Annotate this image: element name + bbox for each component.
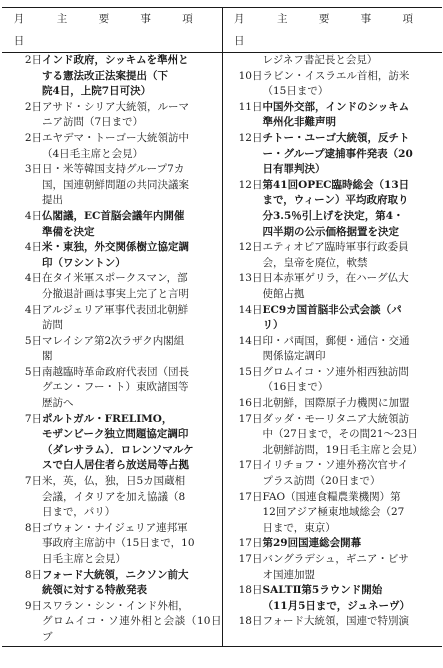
entry-date: 17日 [238, 459, 263, 472]
entry-date: 15日 [238, 365, 263, 378]
entry-date: 3日 [24, 163, 42, 176]
chronology-entry [223, 490, 443, 537]
entry-date: 4日 [24, 272, 42, 285]
entry-text: チトー・ユーゴ大統領，反チト ー・グループ逮捕事件発表（20 日有罪判決） [262, 131, 413, 176]
chronology-entry [2, 334, 222, 365]
entry-text: スワラン・シン・インド外相， グロムイコ・ソ連外相と会談（10日ブ [42, 599, 222, 643]
entry-date: 12日 [238, 131, 263, 144]
entry-date: 11日 [238, 100, 263, 113]
chronology-entry [2, 131, 222, 162]
chronology-entry [223, 240, 443, 271]
entry-text: グロムイコ・ソ連外相西独訪問 （16日まで） [262, 365, 409, 394]
entry-text: レジネフ書記長と会見） [262, 54, 378, 66]
entry-date: 2日 [24, 100, 42, 113]
entry-date: 10日 [238, 69, 263, 82]
chronology-entry [223, 303, 443, 334]
entry-text: 北朝鮮，国際原子力機関に加盟 [262, 397, 410, 410]
chronology-entry [2, 599, 222, 646]
entry-date: 14日 [238, 303, 263, 316]
right-date-header: 月 日 [222, 8, 262, 53]
entry-text: ゴウォン・ナイジェリア連邦軍 事政府主席訪中（15日まで，10 日毛主席と会見） [42, 521, 195, 565]
entry-text: ダッダ・モーリタニア大統領訪 中（27日まで，その間21～23日 北朝鮮訪問，19日毛主席と会見） [262, 412, 423, 456]
chronology-entry [2, 412, 222, 474]
left-column [2, 53, 222, 646]
chronology-entry [2, 100, 222, 131]
entry-date: 5日 [24, 334, 42, 347]
entry-text: アルジェリア軍事代表団北朝鮮 訪問 [42, 303, 189, 332]
entry-text: FAO（国連食糧農業機関）第 12回アジア極東地域総会（27 日まで，東京） [262, 490, 405, 534]
entry-date: 14日 [238, 334, 263, 347]
entry-date: 4日 [24, 303, 42, 316]
entry-date: 17日 [238, 490, 263, 503]
entry-text: 米，英，仏，独，日5カ国蔵相 会議，イタリアを加え協議（8 日まで，パリ） [42, 475, 186, 519]
entry-text: インド政府，シッキムを準州と する憲法改正法案提出（下 院4日，上院7日可決） [42, 54, 189, 98]
entry-date: 4日 [24, 241, 42, 254]
entry-text: フォード大統領，国連で特別演 [262, 615, 409, 628]
right-entries [223, 53, 443, 630]
chronology-entry [223, 69, 443, 100]
entry-text: 在タイ米軍スポークスマン，部 分撤退計画は事実上完了と言明 [42, 272, 189, 300]
entry-date: 5日 [24, 365, 42, 378]
entry-text: 中国外交部，インドのシッキム 準州化非難声明 [262, 100, 410, 129]
entry-date: 18日 [238, 584, 263, 597]
chronology-entry [2, 303, 222, 334]
chronology-entry [223, 53, 443, 69]
left-date-header: 月 日 [2, 8, 42, 53]
entry-text: フォード大統領，ニクソン前大 統領に対する特赦発表 [42, 568, 189, 597]
entry-date: 12日 [238, 178, 263, 191]
entry-date: 18日 [238, 615, 263, 628]
chronology-entry [223, 412, 443, 459]
chronology-entry [223, 365, 443, 396]
header-row [2, 8, 442, 53]
entry-date: 16日 [238, 397, 263, 410]
entry-text: 日本赤軍ゲリラ，在ハーグ仏大 使館占拠 [262, 272, 409, 300]
entry-text: エティオピア臨時軍事行政委員 会，皇帝を廃位，軟禁 [262, 241, 409, 269]
entry-text: エヤデマ・トーゴー大統領訪中 （4日毛主席と会見） [42, 131, 189, 160]
right-event-header: 主 要 事 項 [262, 8, 442, 53]
chronology-entry [2, 365, 222, 412]
chronology-entry [2, 162, 222, 209]
entry-date: 17日 [238, 412, 263, 425]
chronology-entry [223, 178, 443, 240]
entry-text: 印・パ両国，郵便・通信・交通 関係協定調印 [262, 334, 410, 363]
chronology-entry [2, 474, 222, 521]
entry-text: 第29回国連総会開幕 [262, 537, 362, 550]
entry-date: 7日 [24, 475, 42, 488]
entry-date: 7日 [24, 412, 42, 425]
entry-date: 8日 [24, 521, 42, 534]
chronology-entry [2, 209, 222, 240]
entry-text: 仏閣議，EC首脳会議年内開催 準備を決定 [42, 209, 185, 238]
entry-date [223, 53, 263, 69]
entry-date: 12日 [238, 241, 263, 254]
entry-text: SALTⅡ第5ラウンド開始 （11月5日まで，ジュネーヴ） [262, 584, 410, 612]
chronology-entry [223, 334, 443, 365]
chronology-entry [223, 458, 443, 489]
entry-text: バングラデシュ，ギニア・ビサ オ国連加盟 [262, 553, 409, 581]
chronology-entry [223, 552, 443, 583]
chronology-entry [223, 583, 443, 614]
left-entries [2, 53, 222, 646]
chronology-entry [223, 614, 443, 630]
entry-text: アサド・シリア大統領，ルーマ ニア訪問（7日まで） [42, 100, 189, 129]
entry-date: 17日 [238, 553, 263, 565]
entry-date: 17日 [238, 537, 263, 550]
chronology-entry [223, 131, 443, 178]
entry-text: イリチョフ・ソ連外務次官サイ プラス訪問（20日まで） [262, 459, 409, 488]
entry-date: 4日 [24, 209, 42, 222]
chronology-entry [223, 100, 443, 131]
entry-date: 13日 [238, 272, 263, 285]
chronology-table [2, 7, 442, 647]
chronology-entry [223, 271, 443, 302]
chronology-entry [2, 568, 222, 599]
entry-text: ポルトガル・FRELIMO， モザンビーク独立問題協定調印 （ダレサラム）．ロレンソマルケ スで白人居住者ら放送局等占拠 [42, 412, 194, 472]
entry-date: 8日 [24, 568, 42, 581]
chronology-entry [2, 240, 222, 271]
chronology-entry [2, 53, 222, 100]
entry-date: 2日 [24, 54, 42, 66]
left-event-header: 主 要 事 項 [42, 8, 222, 53]
entry-text: 第41回OPEC臨時総会（13日 まで，ウィーン）平均政府取り 分3.5％引上げを決定，第4・ 四半期の公示価格据置を決定 [262, 178, 410, 238]
entry-text: ラビン・イスラエル首相，訪米 （15日まで） [262, 69, 410, 98]
entry-text: マレイシア第2次ラザク内閣組 閣 [42, 334, 185, 363]
entry-text: 米・東独，外交関係樹立協定調 印（ワシントン） [42, 241, 189, 269]
chronology-entry [223, 536, 443, 552]
entry-text: 南越臨時革命政府代表団（団長 グエン・フー・ト）東欧諸国等 歴訪へ [42, 365, 189, 410]
right-column [222, 53, 442, 646]
entry-text: EC9カ国首脳非公式会談（パ リ） [262, 303, 402, 332]
entry-date: 2日 [24, 131, 42, 144]
chronology-entry [223, 396, 443, 412]
chronology-entry [2, 271, 222, 302]
entry-date: 9日 [24, 599, 42, 612]
entry-text: 日・米等韓国支持グループ7カ 国，国連朝鮮問題の共同決議案 提出 [42, 163, 189, 207]
chronology-entry [2, 521, 222, 568]
